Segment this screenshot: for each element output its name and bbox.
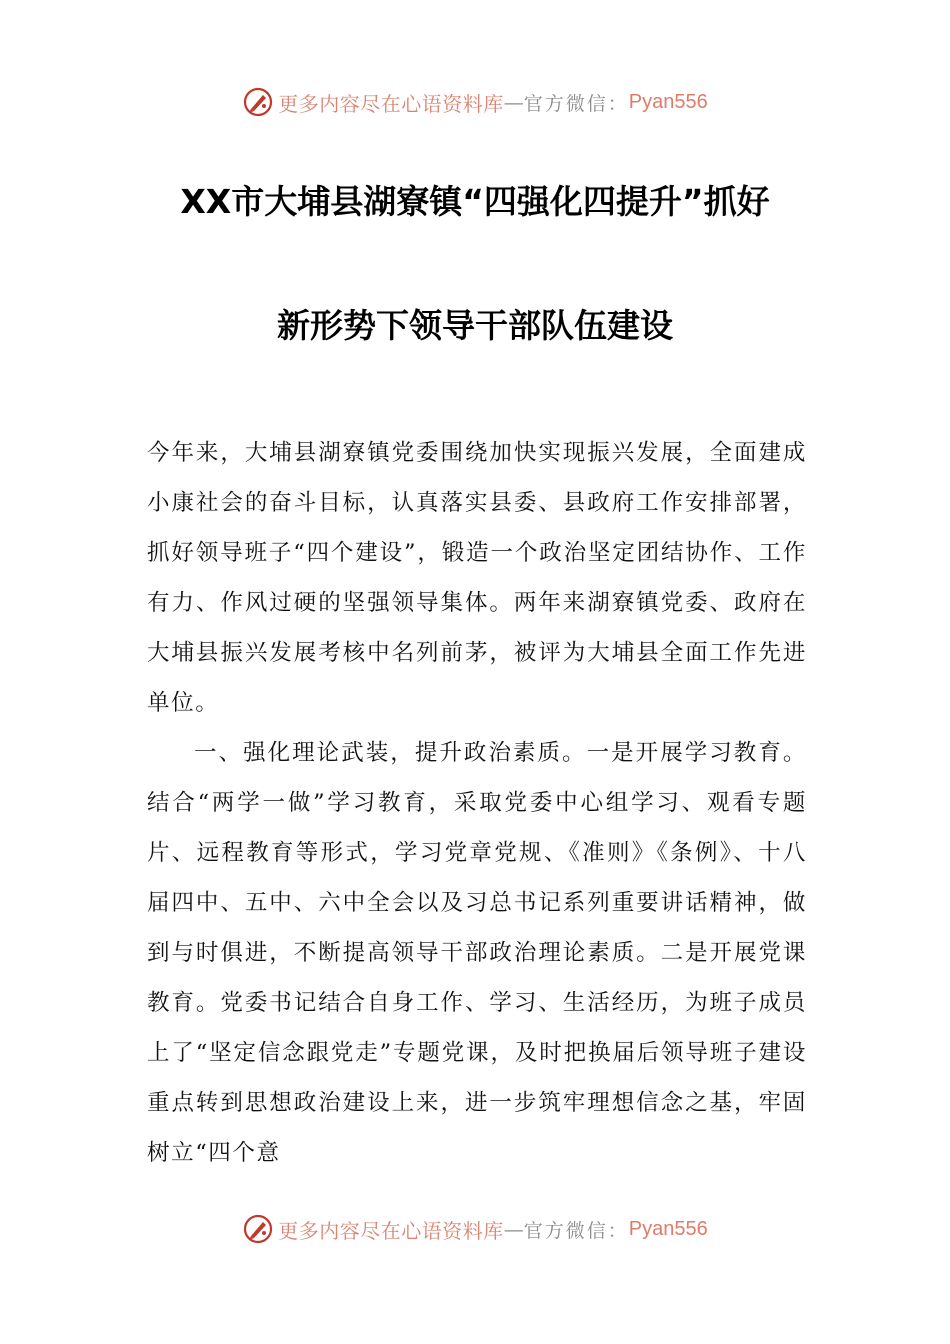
watermark-footer xyxy=(0,1209,950,1249)
watermark-account-id: Pyan556 xyxy=(628,90,708,113)
watermark-separator: — xyxy=(503,1217,524,1241)
paragraph-section-1: 一、强化理论武装，提升政治素质。一是开展学习教育。结合“两学一做”学习教育，采取党委中心组学习、观看专题片、远程教育等形式，学习党章党规、《准则》《条例》、十八届四中、五中、六中全会以及习总书记系列重要讲话精神，做到与时俱进，不断提高领导干部政治理论素质。二是开展党课教育。党委书记结合自身工作、学习、生活经历，为班子成员上了“坚定信念跟党走”专题党课，及时把换届后领导班子建设重点转到思想政治建设上来，进一步筑牢理想信念之基，牢固树立“四个意 xyxy=(147,740,807,1166)
watermark-official-label: 官方微信： xyxy=(523,1219,629,1242)
document-body xyxy=(147,428,807,1178)
paragraph-intro: 今年来，大埔县湖寮镇党委围绕加快实现振兴发展，全面建成小康社会的奋斗目标，认真落实县委、县政府工作安排部署，抓好领导班子“四个建设”，锻造一个政治坚定团结协作、工作有力、作风过硬的坚强领导集体。两年来湖寮镇党委、政府在大埔县振兴发展考核中名列前茅，被评为大埔县全面工作先进单位。 xyxy=(147,440,807,716)
pen-logo-icon xyxy=(242,1213,274,1245)
watermark-slogan: 更多内容尽在心语资料库 xyxy=(278,1218,504,1243)
watermark-separator: — xyxy=(503,90,524,114)
watermark-account-id: Pyan556 xyxy=(628,1217,708,1240)
document-title-line-2: 新形势下领导干部队伍建设 xyxy=(277,306,673,345)
pen-logo-icon xyxy=(242,86,274,118)
watermark-header xyxy=(0,82,950,122)
watermark-official-label: 官方微信： xyxy=(523,92,629,115)
document-title-line-1: XX市大埔县湖寮镇“四强化四提升”抓好 xyxy=(180,182,770,221)
watermark-slogan: 更多内容尽在心语资料库 xyxy=(278,91,504,116)
